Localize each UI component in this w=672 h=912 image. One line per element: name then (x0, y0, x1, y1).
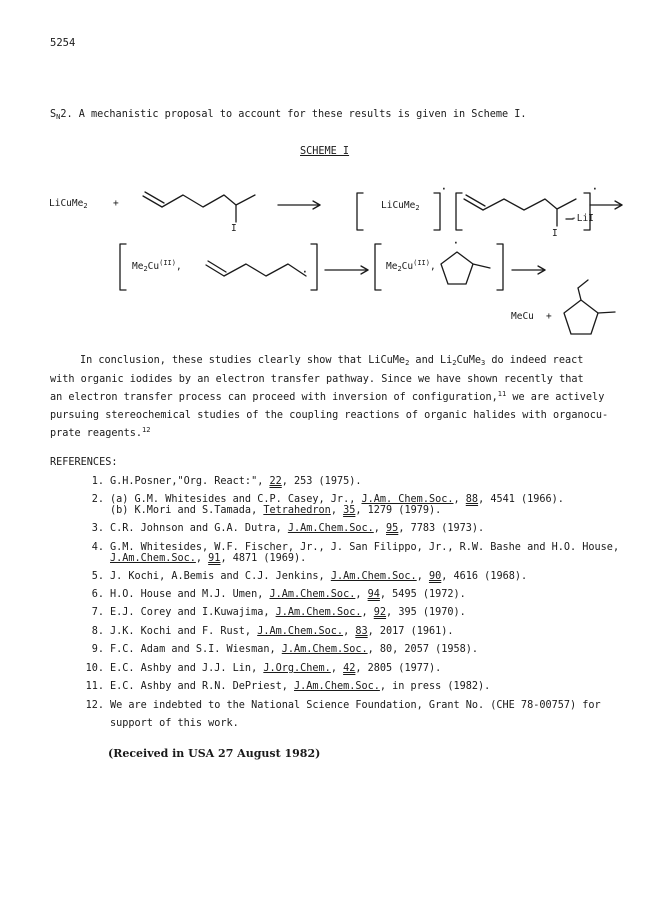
lii-elimination: -LiI (571, 213, 594, 224)
cyclopentylmethyl-radical (441, 252, 490, 284)
bracket-radical-anion-right (584, 193, 590, 230)
conclusion-line-3: an electron transfer process can proceed with inversion of configuration,$^{11}$ we are actively (50, 390, 605, 403)
reference-1: 1. G.H.Posner,"Org. React:", 22, 253 (1975). (91, 476, 362, 487)
conclusion-line-1: In conclusion, these studies clearly show that LiCuMe$_2$ and $Li_2CuMe_3$ do indeed react (80, 355, 584, 367)
reference-10: 10. E.C. Ashby and J.J. Lin, J.Org.Chem., 42, 2805 (1977). (85, 663, 442, 674)
reference-8: 8. J.K. Kochi and F. Rust, J.Am.Chem.Soc., 83, 2017 (1961). (91, 626, 454, 637)
scheme-title: SCHEME I (300, 146, 350, 157)
iodo-label-2: I (552, 228, 558, 239)
reference-9: 9. F.C. Adam and S.I. Wiesman, J.Am.Chem.Soc., 80, 2057 (1958). (91, 644, 479, 655)
me2cu-ii-2: $Me_2Cu^{(II)}$, (386, 259, 436, 273)
plus-sign-2: + (546, 311, 552, 322)
received-date: (Received in USA 27 August 1982) (108, 747, 321, 760)
radical-anion-mark: · (592, 184, 598, 195)
reaction-arrow-1 (278, 201, 320, 209)
reference-3: 3. C.R. Johnson and G.A. Dutra, J.Am.Chem.Soc., 95, 7783 (1973). (91, 523, 485, 534)
conclusion-line-5: prate reagents.$^{12}$ (50, 426, 151, 439)
bracket-licume-right (434, 193, 440, 230)
me2cu-ii-1: $Me_2Cu^{(II)}$, (132, 259, 182, 273)
references-heading: REFERENCES: (50, 457, 118, 468)
reaction-arrow-3 (325, 266, 368, 274)
reference-4b: J.Am.Chem.Soc., 91, 4871 (1969). (110, 553, 307, 564)
radical-dot-chain: · (302, 267, 308, 278)
alkyl-iodide-skeleton (143, 192, 255, 222)
iodo-label-1: I (231, 223, 237, 234)
radical-anion-skeleton (464, 195, 576, 226)
bracket-row2b-right (497, 244, 503, 290)
scheme-diagram (0, 0, 672, 340)
reference-12a: 12. We are indebted to the National Science Foundation, Grant No. (CHE 78-00757) for (85, 700, 601, 711)
reference-2b: (b) K.Mori and S.Tamada, Tetrahedron, 35, 1279 (1979). (110, 505, 442, 516)
bracket-licume-left (357, 193, 363, 230)
mecu-label: MeCu (511, 311, 534, 322)
product-cyclopentane (564, 280, 615, 334)
hexenyl-radical-skeleton (206, 261, 306, 276)
conclusion-line-2: with organic iodides by an electron transfer pathway. Since we have shown recently that (50, 374, 584, 385)
reference-6: 6. H.O. House and M.J. Umen, J.Am.Chem.Soc., 94, 5495 (1972). (91, 589, 466, 600)
reference-7: 7. E.J. Corey and I.Kuwajima, J.Am.Chem.Soc., 92, 395 (1970). (91, 607, 466, 618)
reagent-licume2: LiCuMe$_2$ (49, 198, 88, 210)
reference-4a: 4. G.M. Whitesides, W.F. Fischer, Jr., J. San Filippo, Jr., R.W. Bashe and H.O. House, (91, 542, 620, 553)
page-number: 5254 (50, 37, 76, 49)
bracket-row2-left (120, 244, 126, 290)
reaction-arrow-4 (512, 266, 545, 274)
reference-12b: support of this work. (110, 718, 239, 729)
cluster-licume2: LiCuMe$_2$ (381, 200, 420, 212)
reference-11: 11. E.C. Ashby and R.N. DePriest, J.Am.Chem.Soc., in press (1982). (85, 681, 491, 692)
plus-sign-1: + (113, 198, 119, 209)
reference-2a: 2. (a) G.M. Whitesides and C.P. Casey, Jr., J.Am. Chem.Soc., 88, 4541 (1966). (91, 494, 564, 505)
bracket-row2b-left (375, 244, 381, 290)
conclusion-line-4: pursuing stereochemical studies of the coupling reactions of organic halides with organocu- (50, 410, 609, 421)
radical-dot-ring: · (453, 238, 459, 249)
bracket-row2-right (311, 244, 317, 290)
bracket-radical-anion-left (456, 193, 462, 230)
radical-cation-mark: · (441, 184, 447, 195)
lead-sentence: $S_N2$. A mechanistic proposal to account for these results is given in Scheme I. (50, 109, 527, 121)
reference-5: 5. J. Kochi, A.Bemis and C.J. Jenkins, J.Am.Chem.Soc., 90, 4616 (1968). (91, 571, 528, 582)
